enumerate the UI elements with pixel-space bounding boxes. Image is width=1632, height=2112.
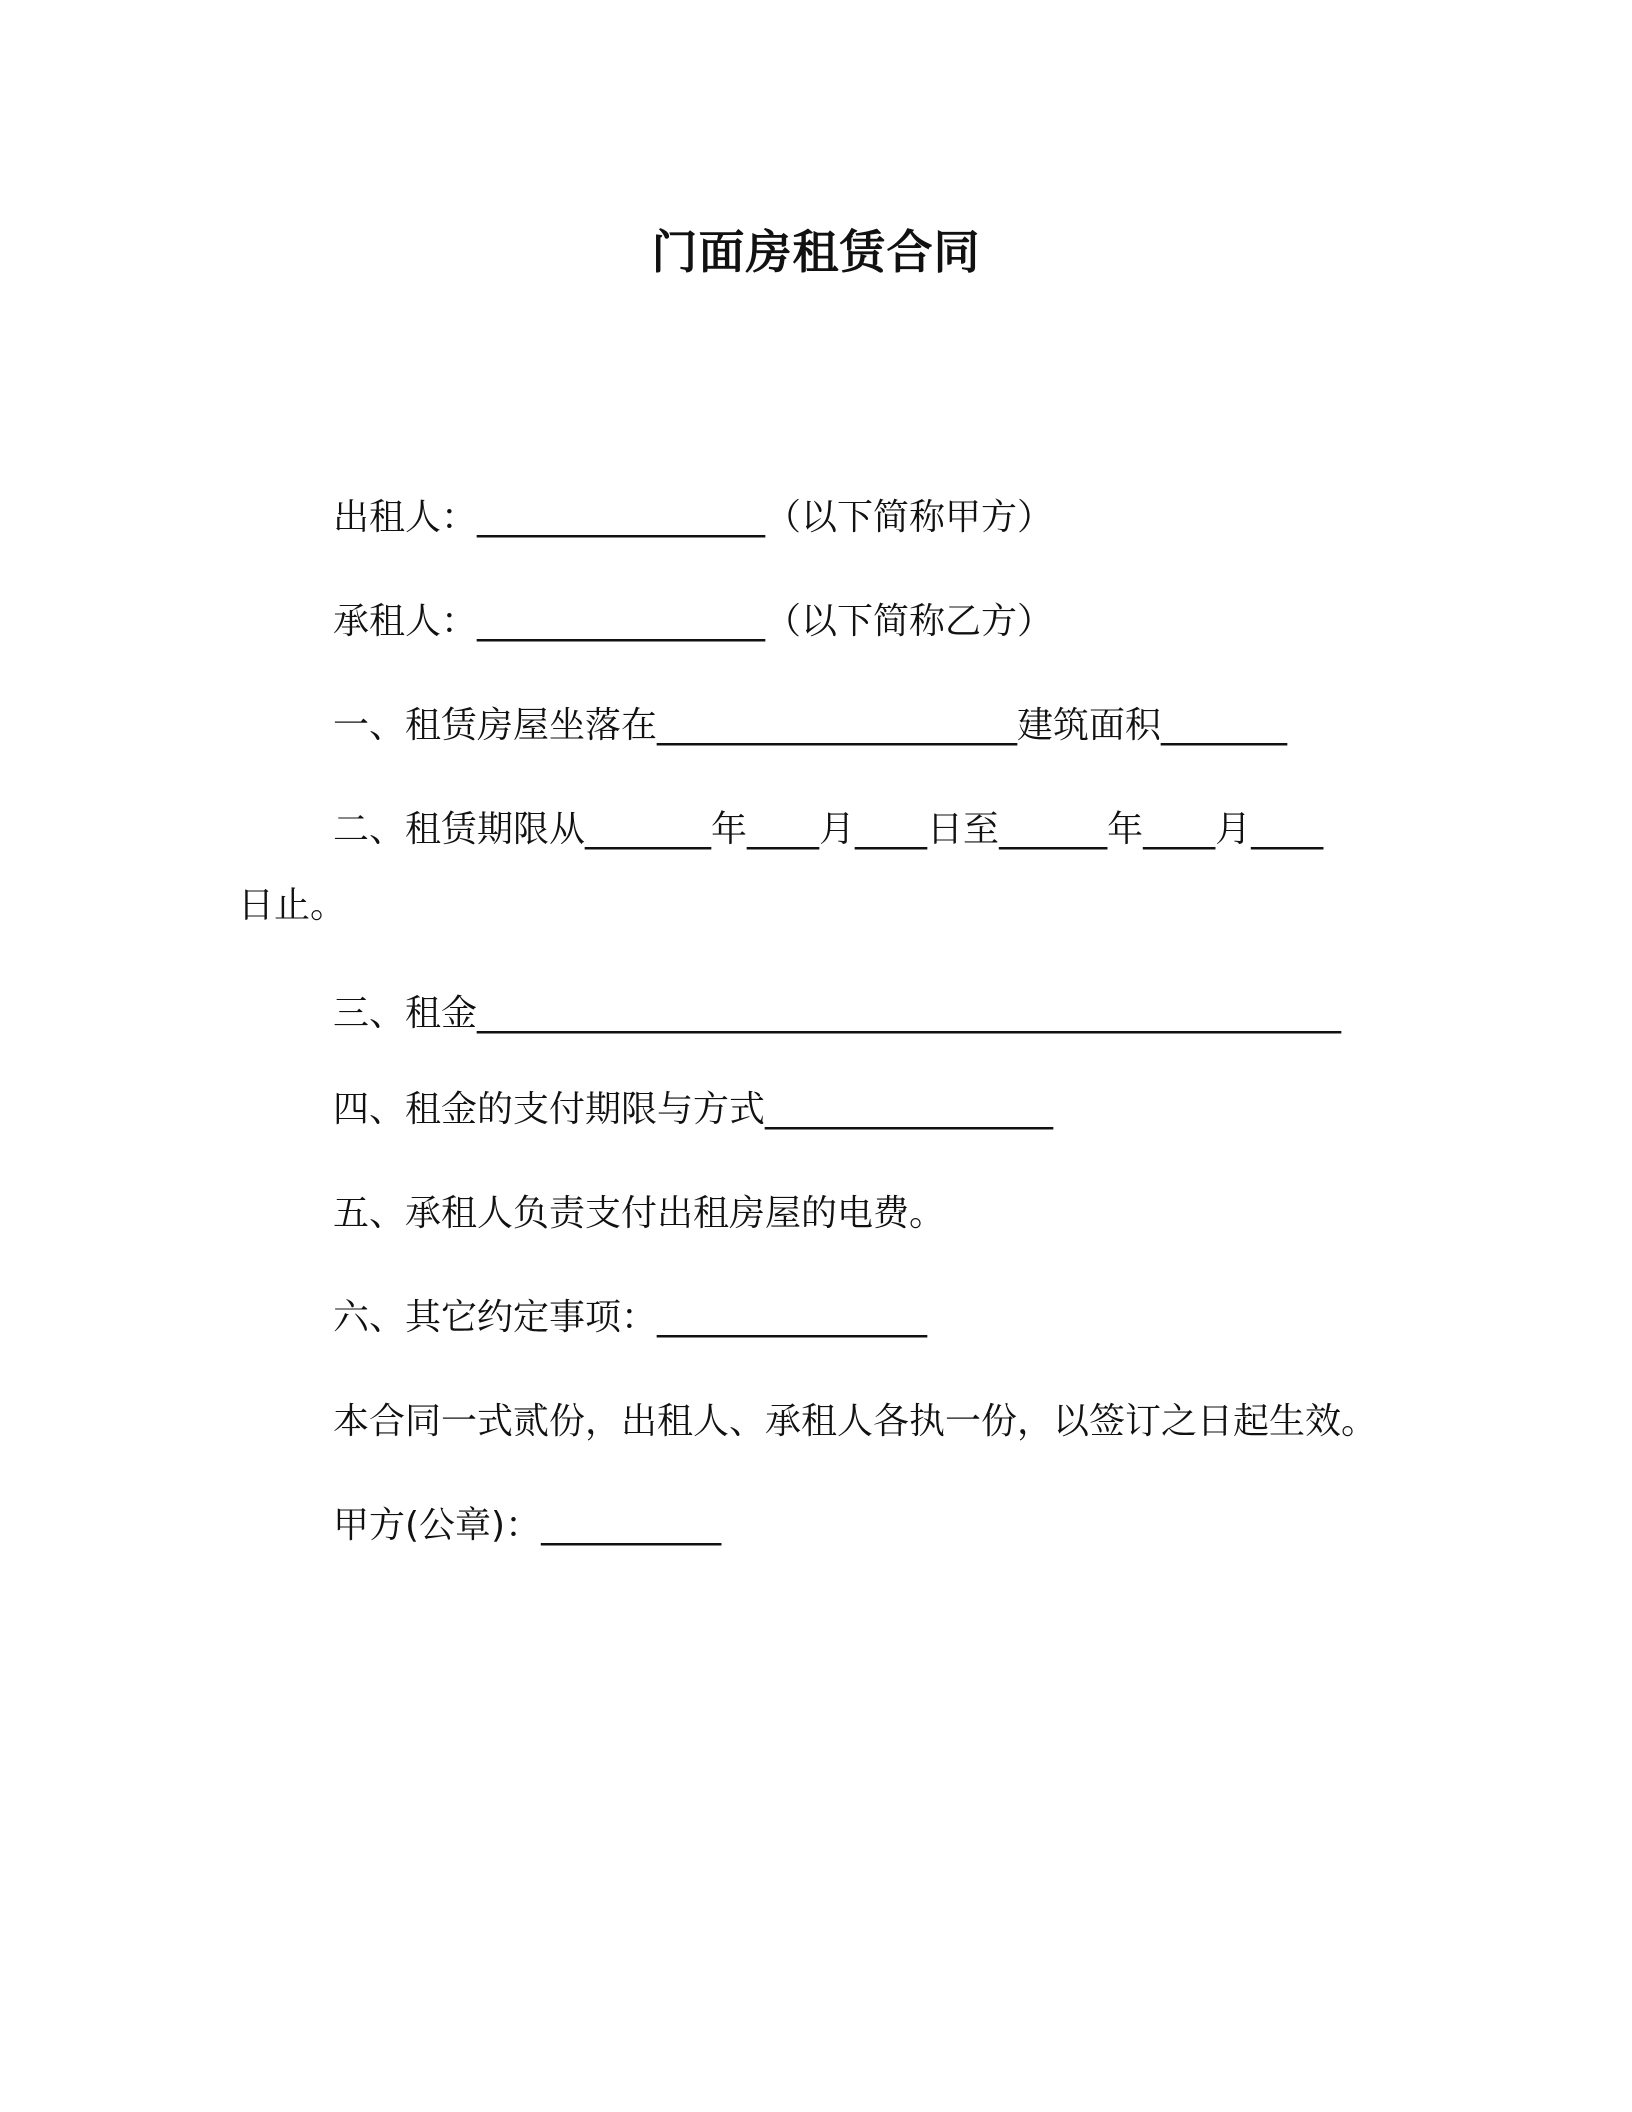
- clause-4-text: 四、租金的支付期限与方式: [333, 1089, 766, 1130]
- clause-2: [333, 806, 1323, 854]
- clause-5-text: 五、承租人负责支付出租房屋的电费。: [333, 1193, 946, 1234]
- party-a-signature: [333, 1502, 721, 1550]
- clause-1: [333, 702, 1287, 750]
- party-a-label: 甲方(公章)：: [333, 1505, 542, 1546]
- clause-1-text: 一、租赁房屋坐落在: [333, 705, 658, 746]
- clause-1-location-blank: ____________________: [657, 705, 1018, 746]
- clause-2-prefix: 二、租赁期限从: [333, 809, 586, 850]
- clause-2-blank-2: ____: [747, 809, 820, 850]
- clause-4: [333, 1086, 1053, 1134]
- clause-2-continuation: [238, 882, 346, 930]
- lessee-label: 承租人：: [333, 601, 478, 642]
- lessor-line: [333, 494, 1053, 542]
- lessee-suffix: （以下简称乙方）: [765, 601, 1054, 642]
- lessee-blank: ________________: [477, 601, 766, 642]
- clause-1-area-label: 建筑面积: [1017, 705, 1162, 746]
- lessor-label: 出租人：: [333, 497, 478, 538]
- clause-2-blank-4: ______: [999, 809, 1108, 850]
- clause-2-blank-5: ____: [1143, 809, 1216, 850]
- lessor-blank: ________________: [477, 497, 766, 538]
- lessor-suffix: （以下简称甲方）: [765, 497, 1054, 538]
- closing-text: 本合同一式贰份，出租人、承租人各执一份，以签订之日起生效。: [333, 1401, 1378, 1442]
- clause-6-blank: _______________: [657, 1297, 928, 1338]
- clause-5: [333, 1190, 945, 1238]
- clause-2-month-1: 月: [819, 809, 856, 850]
- lessee-line: [333, 598, 1053, 646]
- clause-2-year-2: 年: [1107, 809, 1144, 850]
- clause-2-blank-3: ____: [855, 809, 928, 850]
- clause-6-text: 六、其它约定事项：: [333, 1297, 658, 1338]
- clause-1-area-blank: _______: [1161, 705, 1288, 746]
- clause-3-text: 三、租金: [333, 993, 478, 1034]
- clause-2-year-1: 年: [711, 809, 748, 850]
- document-title: 门面房租赁合同: [651, 225, 981, 279]
- closing-statement: [333, 1398, 1377, 1446]
- clause-2-end: 日止。: [238, 885, 347, 926]
- clause-2-blank-6: ____: [1251, 809, 1324, 850]
- clause-2-blank-1: _______: [585, 809, 712, 850]
- party-a-blank: __________: [541, 1505, 722, 1546]
- clause-3-blank: ________________________________________________: [477, 993, 1342, 1034]
- clause-2-month-2: 月: [1215, 809, 1252, 850]
- clause-4-blank: ________________: [765, 1089, 1054, 1130]
- clause-6: [333, 1294, 927, 1342]
- clause-3: [333, 990, 1341, 1038]
- clause-2-day-to: 日至: [927, 809, 1000, 850]
